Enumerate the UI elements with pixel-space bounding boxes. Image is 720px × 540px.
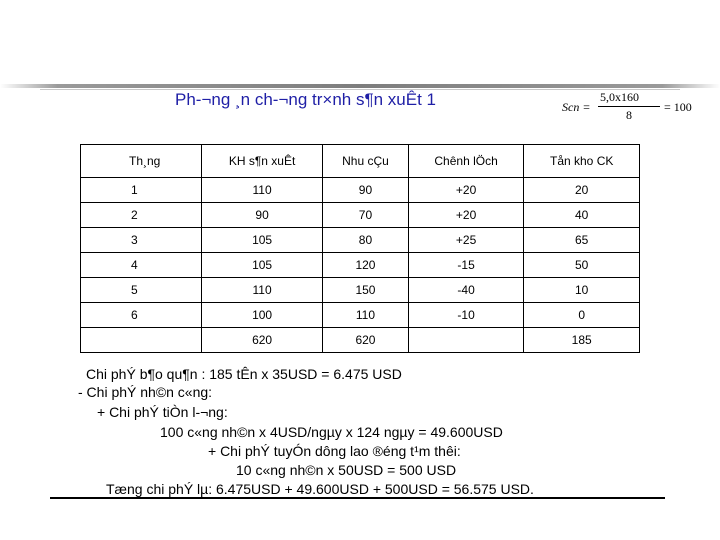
production-schedule-table [80, 144, 640, 353]
table-cell: 150 [323, 278, 409, 303]
header-month: Th¸ng [81, 145, 202, 178]
capacity-formula [560, 90, 700, 126]
table-cell: +20 [408, 203, 524, 228]
table-cell: 105 [202, 253, 323, 278]
formula-numerator: 5,0x160 [600, 90, 639, 104]
table-cell: +20 [408, 178, 524, 203]
table-cell: -10 [408, 303, 524, 328]
table-cell: 1 [81, 178, 202, 203]
hiring-cost-line: + Chi phÝ tuyÓn dông lao ®éng t¹m thêi: [208, 443, 461, 459]
table-cell: 10 [524, 278, 640, 303]
table-cell: 90 [202, 203, 323, 228]
header-ending-inventory: Tån kho CK [524, 145, 640, 178]
table-cell [81, 328, 202, 353]
table-cell: 4 [81, 253, 202, 278]
table-header-row [81, 145, 640, 178]
table-row [81, 228, 640, 253]
table-cell: +25 [408, 228, 524, 253]
slide-title: Ph-¬ng ¸n ch-¬ng tr×nh s¶n xuÊt 1 [175, 90, 436, 109]
bottom-divider [50, 497, 665, 499]
wage-cost-line: + Chi phÝ tiÒn l-¬ng: [97, 404, 228, 420]
storage-cost-line: Chi phÝ b¶o qu¶n : 185 tÊn x 35USD = 6.475 USD [86, 366, 402, 382]
table-row [81, 253, 640, 278]
table-cell: 110 [202, 178, 323, 203]
header-difference: Chênh lÖch [408, 145, 524, 178]
table-row [81, 203, 640, 228]
table-cell: 90 [323, 178, 409, 203]
table-cell: 50 [524, 253, 640, 278]
table-cell: 5 [81, 278, 202, 303]
table-cell: -15 [408, 253, 524, 278]
header-demand: Nhu cÇu [323, 145, 409, 178]
table-cell: 120 [323, 253, 409, 278]
formula-rhs: = 100 [664, 100, 692, 114]
top-divider [0, 84, 720, 88]
hiring-calculation-line: 10 c«ng nh©n x 50USD = 500 USD [236, 462, 457, 478]
labor-cost-line: - Chi phÝ nh©n c«ng: [78, 384, 213, 400]
wage-calculation-line: 100 c«ng nh©n x 4USD/ngµy x 124 ngµy = 49.600USD [160, 424, 503, 440]
formula-denominator: 8 [626, 108, 632, 122]
table-cell [408, 328, 524, 353]
table-cell: 6 [81, 303, 202, 328]
table-row [81, 303, 640, 328]
table-row [81, 178, 640, 203]
formula-lhs: Scn = [562, 100, 591, 114]
table-cell: 110 [202, 278, 323, 303]
table-cell: 110 [323, 303, 409, 328]
table-totals-row [81, 328, 640, 353]
formula-fraction-bar [598, 106, 660, 107]
table-cell: 620 [202, 328, 323, 353]
table-cell: -40 [408, 278, 524, 303]
table-cell: 100 [202, 303, 323, 328]
table-cell: 65 [524, 228, 640, 253]
total-cost-line: Tæng chi phÝ lµ: 6.475USD + 49.600USD + 500USD = 56.575 USD. [106, 481, 534, 497]
table-cell: 185 [524, 328, 640, 353]
table-cell: 105 [202, 228, 323, 253]
table-cell: 40 [524, 203, 640, 228]
table-cell: 620 [323, 328, 409, 353]
header-planned-output: KH s¶n xuÊt [202, 145, 323, 178]
table-row [81, 278, 640, 303]
table-cell: 0 [524, 303, 640, 328]
table-cell: 3 [81, 228, 202, 253]
table-cell: 80 [323, 228, 409, 253]
table-cell: 2 [81, 203, 202, 228]
table-cell: 20 [524, 178, 640, 203]
table-cell: 70 [323, 203, 409, 228]
